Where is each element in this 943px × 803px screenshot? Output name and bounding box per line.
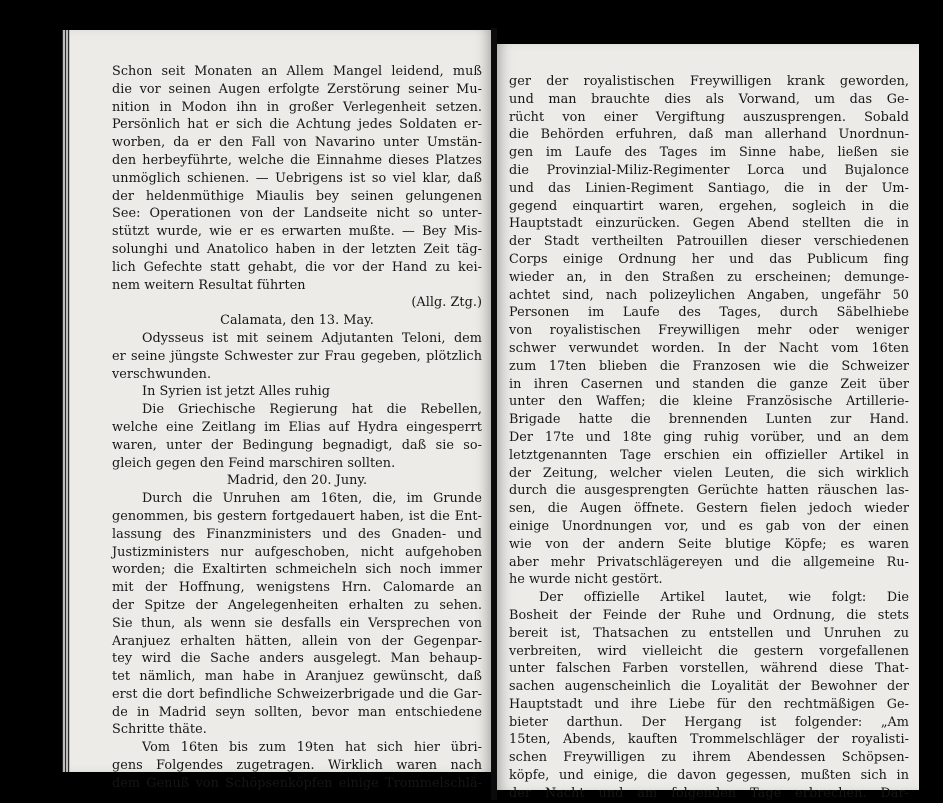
- text-line: Vom 16ten bis zum 19ten hat sich hier übri-: [142, 740, 482, 756]
- text-line: Hauptstadt einzurücken. Gegen Abend stellten die in: [509, 216, 909, 232]
- text-line: welche eine Zeitlang im Elias auf Hydra eingesperrt: [112, 419, 482, 435]
- text-line: Justizministers nur aufgeschoben, nicht aufgehoben: [112, 544, 482, 560]
- text-line: der Spitze der Angelegenheiten erhalten zu sehen.: [112, 597, 482, 613]
- text-line: solunghi und Anatolico haben in der letzten Zeit täg-: [112, 241, 482, 257]
- text-line: lich Gefechte statt gehabt, die vor der Hand zu kei-: [112, 259, 482, 275]
- text-line: Corps einige Ordnung her und das Publicum fing: [509, 251, 909, 267]
- text-line: er seine jüngste Schwester zur Frau gegeben, plötzlich: [112, 348, 482, 364]
- text-line: worben, da er den Fall von Navarino unter Umstän-: [112, 135, 482, 151]
- text-line: letztgenannten Tage erschien ein offizieller Artikel in: [509, 447, 909, 463]
- text-line: verschwunden.: [112, 366, 212, 382]
- text-line: wie von der andern Seite blutige Köpfe; es waren: [509, 536, 909, 552]
- text-line: der Nacht und am folgenden Tage erbrechen. Dar-: [509, 785, 909, 801]
- text-line: (Allg. Ztg.): [411, 295, 482, 311]
- text-line: von royalistischen Freywilligen mehr oder weniger: [509, 323, 909, 339]
- text-line: gegend einquartirt waren, ergehen, sogleich in die: [509, 198, 909, 214]
- text-line: Der 17te und 18te ging ruhig vorüber, und an dem: [509, 429, 909, 445]
- text-line: Odysseus ist mit seinem Adjutanten Teloni, dem: [142, 330, 482, 346]
- left-page-text: [112, 63, 482, 793]
- text-line: Sie thun, als wenn sie desfalls ein Versprechen von: [112, 615, 482, 631]
- text-line: Durch die Unruhen am 16ten, die, im Grunde: [142, 491, 482, 507]
- text-line: unter falschen Farben vorstellen, während diese That-: [509, 661, 909, 677]
- text-line: der Zeitung, welcher vielen Leuten, die sich wirklich: [509, 465, 909, 481]
- text-line: in ihren Casernen und standen die ganze Zeit über: [509, 376, 909, 392]
- text-line: Schon seit Monaten an Allem Mangel leidend, muß: [112, 64, 482, 79]
- text-line: tey wird die Sache anders ausgelegt. Man behaup-: [112, 651, 482, 667]
- text-line: Calamata, den 13. May.: [220, 313, 374, 329]
- text-line: Schritte thäte.: [112, 722, 207, 738]
- text-line: und man brauchte dies als Vorwand, um das Ge-: [509, 91, 909, 107]
- text-line: bereit ist, Thatsachen zu entstellen und Unruhen zu: [509, 625, 909, 641]
- text-line: Hauptstadt und ihre Liebe für den rechtmäßigen Ge-: [509, 696, 909, 712]
- text-line: der Stadt vertheilten Patrouillen dieser verschiedenen: [509, 234, 909, 250]
- text-line: lassung des Finanzministers und des Gnaden- und: [112, 526, 482, 542]
- page-stack-edge: [62, 30, 70, 772]
- right-page-text: [509, 73, 909, 803]
- text-line: ger der royalistischen Freywilligen krank geworden,: [509, 74, 909, 89]
- text-line: wieder an, in den Straßen zu erscheinen; demunge-: [509, 269, 909, 285]
- text-line: der heldenmüthige Miaulis bey seinen gelungenen: [112, 188, 482, 204]
- text-line: gleich gegen den Feind marschiren sollten.: [112, 455, 396, 471]
- text-line: nition in Modon ihn in großer Verlegenheit setzen.: [112, 99, 482, 115]
- text-line: einige Unordnungen vor, und es gab von der einen: [509, 518, 909, 534]
- text-line: schen Freywilligen zu ihrem Abendessen Schöpsen-: [509, 750, 909, 766]
- text-line: Personen im Laufe des Tages, durch Säbelhiebe: [509, 305, 909, 321]
- text-line: he wurde nicht gestört.: [509, 572, 663, 588]
- text-line: In Syrien ist jetzt Alles ruhig: [142, 384, 331, 400]
- text-line: de in Madrid seyn sollten, bevor man entschiedene: [112, 704, 482, 720]
- text-line: sachen augenscheinlich die Loyalität der Bewohner der: [509, 679, 909, 695]
- text-line: dem Genuß von Schöpsenköpfen einige Trommelschlä-: [112, 775, 482, 791]
- left-page: [62, 30, 491, 791]
- text-line: waren, unter der Bedingung begnadigt, daß sie so-: [112, 437, 482, 453]
- text-line: verbreiten, wird vielleicht die gestern vorgefallenen: [509, 643, 909, 659]
- text-line: und das Linien-Regiment Santiago, die in der Um-: [509, 180, 909, 196]
- text-line: Brigade hatte die brennenden Lunten zur Hand.: [509, 412, 909, 428]
- text-line: die Behörden erfuhren, daß man allerhand Unordnun-: [509, 127, 909, 143]
- text-line: Madrid, den 20. Juny.: [226, 473, 368, 489]
- text-line: tet nämlich, man habe in Aranjuez gewünscht, daß: [112, 669, 482, 685]
- text-line: die vor seinen Augen erfolgte Zerstörung seiner Mu-: [112, 81, 482, 97]
- text-line: Persönlich hat er sich die Achtung jedes Soldaten er-: [112, 117, 482, 133]
- text-line: den herbeyführte, welche die Einnahme dieses Platzes: [112, 152, 482, 168]
- text-line: erst die dort befindliche Schweizerbrigade und die Gar-: [112, 686, 482, 702]
- text-line: bieter darthun. Der Hergang ist folgender: „Am: [509, 714, 909, 730]
- text-line: gen im Laufe des Tages im Sinne habe, ließen sie: [509, 145, 909, 161]
- text-line: mit der Hoffnung, wenigstens Hrn. Calomarde an: [112, 580, 482, 596]
- text-line: stützt wurde, wie er es erwarten mußte. — Bey Mis-: [112, 224, 482, 240]
- text-line: genommen, bis gestern fortgedauert haben, ist die Ent-: [112, 508, 482, 524]
- right-page: [497, 44, 919, 801]
- text-line: Aranjuez erhalten hätten, allein von der Gegenpar-: [112, 633, 482, 649]
- text-line: Bosheit der Feinde der Ruhe und Ordnung, die stets: [509, 607, 909, 623]
- text-line: sen, die Augen öffnete. Gestern fielen jedoch wieder: [509, 501, 909, 517]
- text-line: zum 17ten blieben die Franzosen wie die Schweizer: [509, 358, 909, 374]
- text-line: gens Folgendes zugetragen. Wirklich waren nach: [112, 758, 482, 774]
- text-line: See: Operationen von der Landseite nicht so unter-: [112, 206, 482, 222]
- text-line: Der offizielle Artikel lautet, wie folgt: Die: [539, 590, 909, 606]
- text-line: die Provinzial-Miliz-Regimenter Lorca und Bujalonce: [509, 162, 909, 178]
- text-line: aber mehr Privatschlägereyen und die allgemeine Ru-: [509, 554, 909, 570]
- text-line: köpfe, und einige, die davon gegessen, mußten sich in: [509, 768, 909, 784]
- text-line: unter den Waffen; die kleine Französische Artillerie-: [509, 394, 909, 410]
- text-line: 15ten, Abends, kauften Trommelschläger der royalisti-: [509, 732, 909, 748]
- text-line: achtet sind, nach polizeylichen Angaben, ungefähr 50: [509, 287, 909, 303]
- text-line: schwer verwundet worden. In der Nacht vom 16ten: [509, 340, 909, 356]
- text-line: Die Griechische Regierung hat die Rebellen,: [142, 402, 482, 418]
- text-line: worden; die Exaltirten schmeicheln sich noch immer: [112, 562, 482, 578]
- text-line: nem weitern Resultat führten: [112, 277, 306, 293]
- text-line: durch die ausgesprengten Gerüchte hatten räuschen las-: [509, 483, 909, 499]
- text-line: unmöglich schienen. — Uebrigens ist so viel klar, daß: [112, 170, 482, 186]
- text-line: rücht von einer Vergiftung auszusprengen. Sobald: [509, 109, 909, 125]
